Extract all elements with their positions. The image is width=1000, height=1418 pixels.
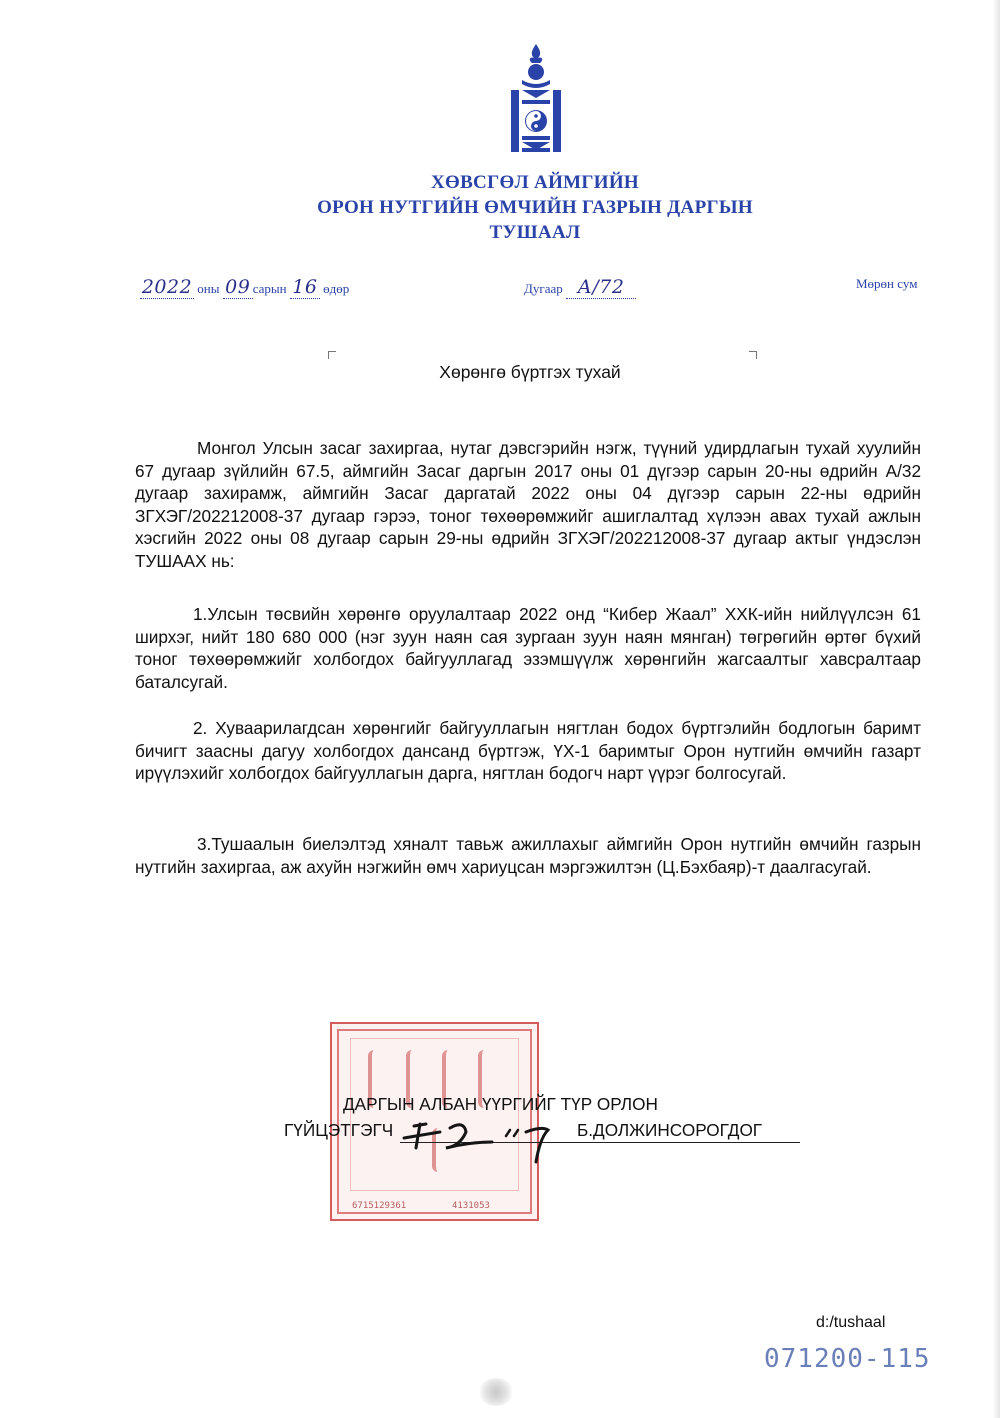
paper-smudge <box>478 1378 514 1406</box>
file-path-code: d:/tushaal <box>816 1314 886 1331</box>
header-document-type: ТУШААЛ <box>489 222 581 243</box>
document-number-field <box>524 276 636 299</box>
order-item-2: 2. Хуваарилагдсан хөрөнгийг байгууллагын нягтлан бодох бүртгэлийн бодлогын баримт бичигт заасны дагуу холбогдох дансанд бүртгэж, ҮХ-1 баримтыг Орон нутгийн өмчийн газарт ирүүлэхийг холбогдох байгууллагын дарга, нягтлан бодогч нарт үүрэг болгосугай. <box>135 718 921 783</box>
date-month: 09 <box>223 276 253 299</box>
date-day-suffix: өдөр <box>323 281 350 296</box>
date-field <box>140 276 349 299</box>
seal-register-number: 4131053 <box>452 1201 490 1211</box>
handwritten-signature <box>400 1112 570 1168</box>
header-office-name: ОРОН НУТГИЙН ӨМЧИЙН ГАЗРЫН ДАРГЫН <box>317 197 753 218</box>
signatory-name: Б.ДОЛЖИНСОРОГДОГ <box>577 1120 763 1140</box>
mongolia-soyombo-emblem <box>508 44 564 156</box>
document-number-label: Дугаар <box>524 281 563 296</box>
intro-paragraph: Монгол Улсын засаг захиргаа, нутаг дэвсгэрийн нэгж, түүний удирдлагын тухай хуулийн 67 дугаар зүйлийн 67.5, аймгийн Засаг даргын 2017 оны 01 дүгээр сарын 20-ны өдрийн А/32 дугаар захирамж, аймгийн Засаг даргатай 2022 оны 04 дүгээр сарын 22-ны өдрийн ЗГХЭГ/202212008-37 дугаар гэрээ, тоног төхөөрөмжийг ашиглалтад хүлээн авах тухай ажлын хэсгийн 2022 оны 08 дугаар сарын 29-ны өдрийн ЗГХЭГ/202212008-37 дугаар актыг үндэслэн ТУШААХ нь: <box>135 438 921 571</box>
order-item-1: 1.Улсын төсвийн хөрөнгө оруулалтаар 2022 онд “Кибер Жаал” ХХК-ийн нийлүүлсэн 61 ширхэг, нийт 180 680 000 (нэг зуун наян сая зургаан зуун наян мянган) төгрөгийн өртөг бүхий тоног төхөөрөмжийг холбогдох байгууллагад эзэмшүүлж хөрөнгийн жагсаалтыг хавсралтаар баталсугай. <box>135 604 921 692</box>
document-subject: Хөрөнгө бүртгэх тухай <box>439 362 621 382</box>
document-serial-number: 071200-115 <box>764 1344 931 1374</box>
document-number: А/72 <box>566 276 636 299</box>
order-item-3: 3.Тушаалын биелэлтэд хяналт тавьж ажиллахыг аймгийн Орон нутгийн өмчийн газрын нутгийн захиргаа, аж ахуйн нэгжийн өмч хариуцсан мэргэжилтэн (Ц.Бэхбаяр)-т даалгасугай. <box>135 834 921 877</box>
header-aimag-name: ХӨВСГӨЛ АЙМГИЙН <box>430 172 640 193</box>
date-year: 2022 <box>141 276 193 298</box>
date-year-suffix: оны <box>197 281 220 296</box>
date-day: 16 <box>290 276 320 299</box>
signatory-title-line-1: ДАРГЫН АЛБАН ҮҮРГИЙГ ТҮР ОРЛОН <box>343 1094 658 1114</box>
corner-mark-left <box>328 351 336 359</box>
issue-place: Мөрөн сум <box>856 276 918 291</box>
corner-mark-right <box>749 351 757 359</box>
signatory-title-line-2: ГҮЙЦЭТГЭГЧ <box>284 1120 394 1140</box>
date-month-suffix: сарын <box>252 281 287 296</box>
seal-registry-number: 6715129361 <box>352 1201 407 1211</box>
